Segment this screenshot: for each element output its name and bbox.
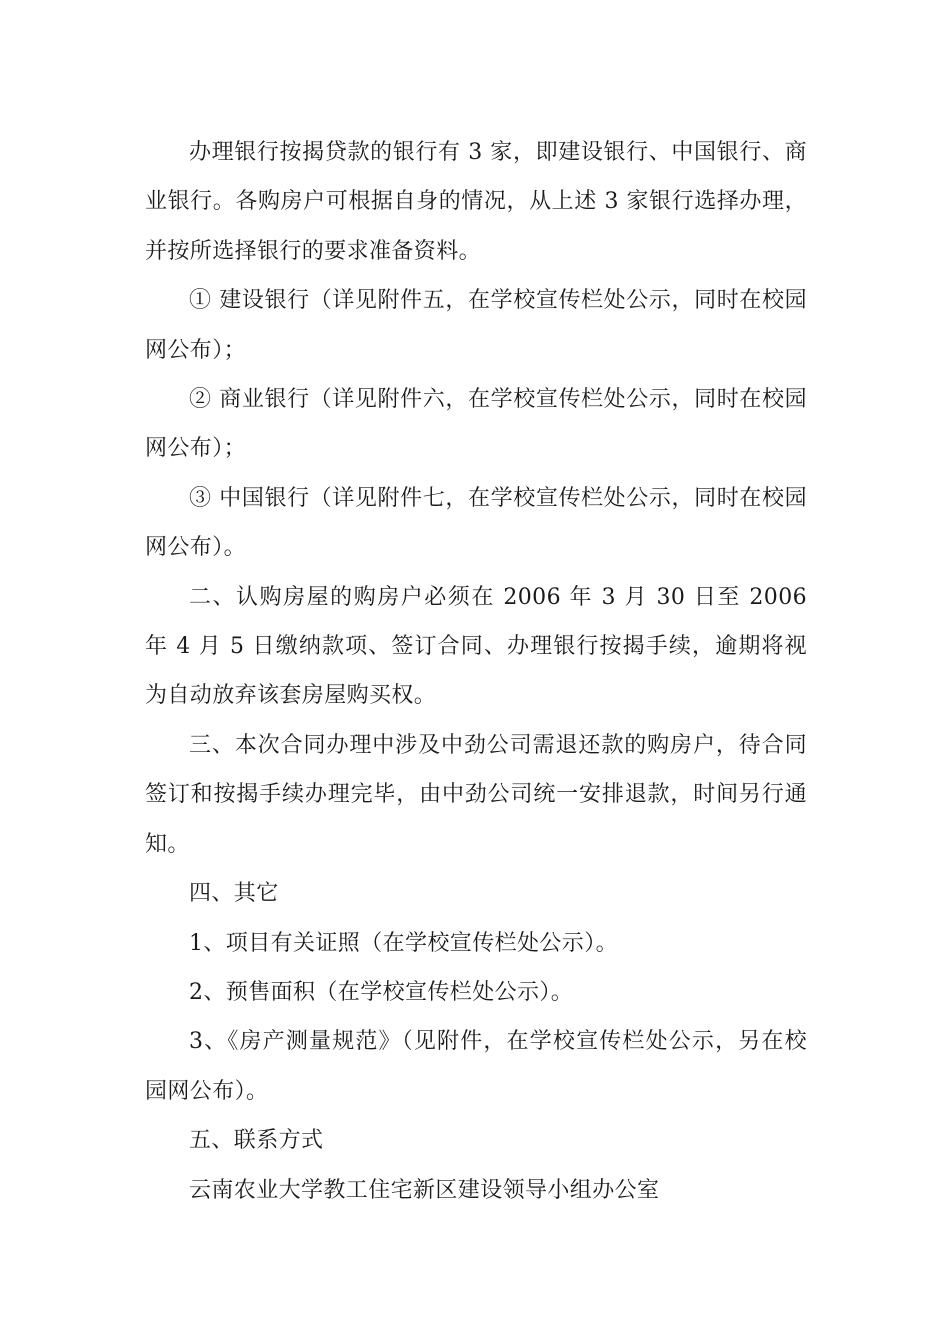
paragraph-construction-bank: ① 建设银行（详见附件五，在学校宣传栏处公示，同时在校园网公布）； xyxy=(145,288,807,363)
document-body xyxy=(145,128,807,1215)
heading-section-four: 四、其它 xyxy=(189,881,279,907)
list-item-measurement-spec: 3、《房产测量规范》（见附件，在学校宣传栏处公示，另在校园网公布）。 xyxy=(145,1029,807,1104)
paragraph-section-two: 二、认购房屋的购房户必须在 2006 年 3 月 30 日至 2006 年 4 月 5 日缴纳款项、签订合同、办理银行按揭手续，逾期将视为自动放弃该套房屋购买权。 xyxy=(145,584,807,709)
paragraph-bank-of-china: ③ 中国银行（详见附件七，在学校宣传栏处公示，同时在校园网公布）。 xyxy=(145,485,807,561)
paragraph-bank-loan-intro: 办理银行按揭贷款的银行有 3 家，即建设银行、中国银行、商业银行。各购房户可根据自身的情况，从上述 3 家银行选择办理，并按所选择银行的要求准备资料。 xyxy=(145,140,807,264)
paragraph-commercial-bank: ② 商业银行（详见附件六，在学校宣传栏处公示，同时在校园网公布）； xyxy=(145,387,807,462)
heading-section-five: 五、联系方式 xyxy=(189,1128,324,1154)
list-item-certificates: 1、项目有关证照（在学校宣传栏处公示）。 xyxy=(189,930,618,956)
contact-office-name: 云南农业大学教工住宅新区建设领导小组办公室 xyxy=(189,1177,660,1203)
paragraph-section-three: 三、本次合同办理中涉及中劲公司需退还款的购房户，待合同签订和按揭手续办理完毕，由中劲公司统一安排退款，时间另行通知。 xyxy=(145,732,807,857)
list-item-presale-area: 2、预售面积（在学校宣传栏处公示）。 xyxy=(189,979,574,1005)
